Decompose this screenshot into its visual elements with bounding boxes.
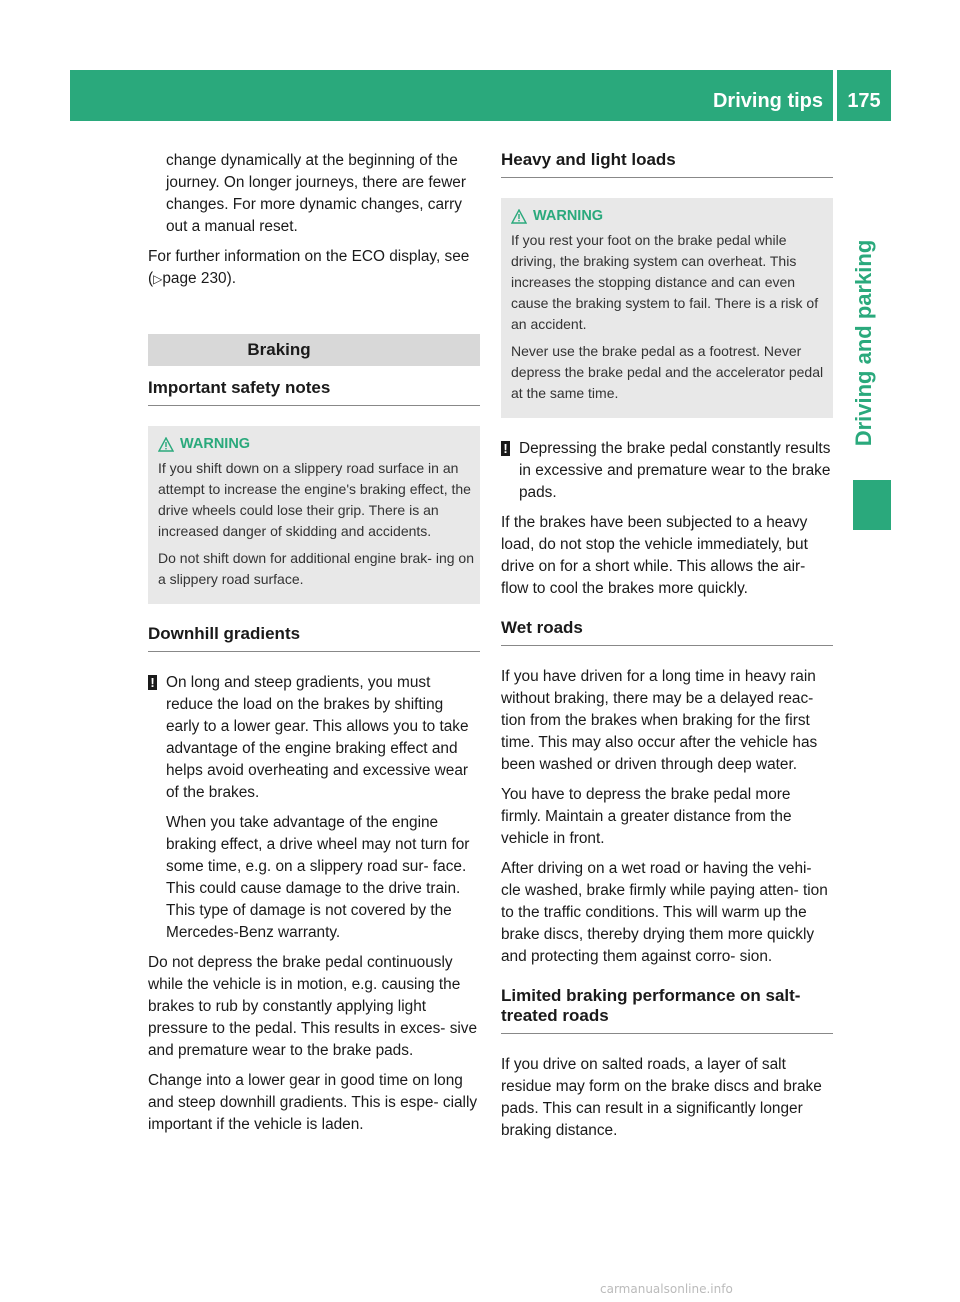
right-column bbox=[501, 150, 833, 1150]
header-section-title: Driving tips bbox=[690, 70, 833, 121]
paragraph: After driving on a wet road or having the vehi- cle washed, brake firmly while paying atten- tion to the traffic conditions. This will warm up the brake discs, thereby drying them more quickly and protecting them against corro- sion. bbox=[501, 860, 828, 965]
warning-title: WARNING bbox=[511, 208, 827, 224]
notice-icon: ! bbox=[148, 675, 157, 690]
warning-box bbox=[501, 198, 833, 418]
heading-safety-notes: Important safety notes bbox=[148, 378, 480, 406]
side-tab-marker bbox=[853, 480, 891, 530]
paragraph: If you drive on salted roads, a layer of salt residue may form on the brake discs and brake pads. This can result in a significantly longer braking distance. bbox=[501, 1056, 822, 1139]
warning-triangle-icon bbox=[511, 209, 527, 224]
paragraph: Do not depress the brake pedal continuously while the vehicle is in motion, e.g. causing the brakes to rub by constantly applying light pressure to the pedal. This results in exces- sive and premature wear to the brake pads. bbox=[148, 954, 478, 1059]
notice-text: Depressing the brake pedal constantly results in excessive and premature wear to the brake pads. bbox=[519, 440, 831, 501]
heading-salt-roads: Limited braking performance on salt-treated roads bbox=[501, 986, 833, 1034]
notice-icon: ! bbox=[501, 441, 510, 456]
paragraph: You have to depress the brake pedal more firmly. Maintain a greater distance from the vehicle in front. bbox=[501, 786, 792, 847]
warning-box bbox=[148, 426, 480, 604]
footer-watermark: carmanualsonline.info bbox=[600, 1282, 733, 1296]
section-title-braking: Braking bbox=[148, 334, 480, 366]
warning-text: Never use the brake pedal as a footrest. Never depress the brake pedal and the accelerator pedal at the same time. bbox=[511, 343, 824, 401]
warning-text: Do not shift down for additional engine brak- ing on a slippery road surface. bbox=[158, 550, 474, 587]
heading-wet-roads: Wet roads bbox=[501, 618, 833, 646]
heading-downhill: Downhill gradients bbox=[148, 624, 480, 652]
left-column bbox=[148, 150, 480, 1144]
page-number: 175 bbox=[837, 70, 891, 121]
notice-block bbox=[501, 438, 833, 504]
paragraph: Change into a lower gear in good time on long and steep downhill gradients. This is espe- cially important if the vehicle is laden. bbox=[148, 1072, 478, 1133]
warning-triangle-icon bbox=[158, 437, 174, 452]
heading-loads: Heavy and light loads bbox=[501, 150, 833, 178]
notice-text: On long and steep gradients, you must reduce the load on the brakes by shifting early to a lower gear. This allows you to take advantage of the engine braking effect and helps avoid overheating and excessive wear of the brakes. bbox=[166, 674, 469, 801]
warning-title: WARNING bbox=[158, 436, 474, 452]
paragraph: If you have driven for a long time in heavy rain without braking, there may be a delayed reac- tion from the brakes when braking for the first time. This may also occur after the vehicle has been washed or driven through deep water. bbox=[501, 668, 818, 773]
warning-text: If you rest your foot on the brake pedal while driving, the braking system can overheat. This increases the stopping distance and can even cause the braking system to fail. There is a risk of an accident. bbox=[511, 232, 819, 332]
notice-text: When you take advantage of the engine braking effect, a drive wheel may not turn for some time, e.g. on a slippery road sur- face. This could cause damage to the drive train. This type of damage is not covered by the Mercedes-Benz warranty. bbox=[166, 814, 470, 941]
paragraph: If the brakes have been subjected to a heavy load, do not stop the vehicle immediately, but drive on for a short while. This allows the air- flow to cool the brakes more quickly. bbox=[501, 514, 808, 597]
side-tab-label: Driving and parking bbox=[851, 239, 876, 447]
page-ref-arrow-icon: ▷ bbox=[153, 272, 163, 286]
eco-reference: For further information on the ECO display, see (▷page 230). bbox=[148, 248, 470, 287]
notice-block bbox=[148, 672, 480, 944]
warning-text: If you shift down on a slippery road surface in an attempt to increase the engine's braking effect, the drive wheels could lose their grip. There is an increased danger of skidding and accidents. bbox=[158, 460, 471, 539]
intro-paragraph: change dynamically at the beginning of the journey. On longer journeys, there are fewer changes. For more dynamic changes, carry out a manual reset. bbox=[166, 152, 466, 235]
